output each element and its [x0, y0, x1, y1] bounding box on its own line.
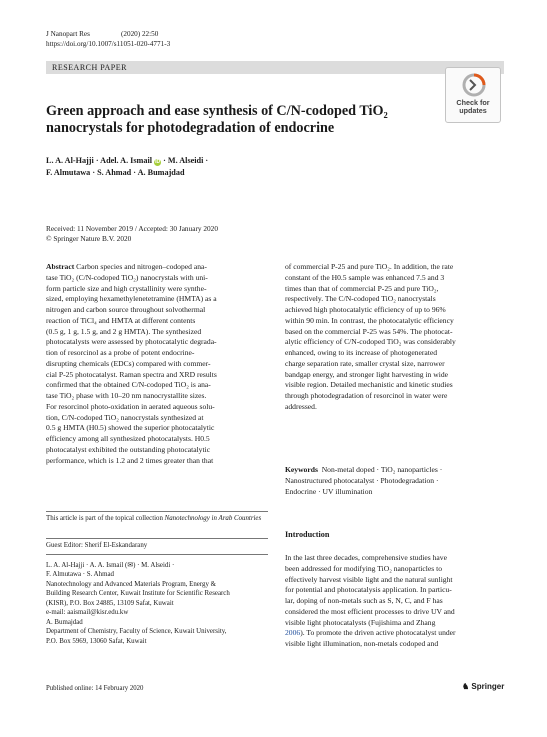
intro-line-rest: ). To promote the driven active photocatalyst under — [300, 628, 456, 638]
abstract-line: (0.5 g, 1 g, 1.5 g, and 2 g HMTA). The synthesized — [46, 326, 202, 336]
publisher-logo — [462, 682, 504, 691]
author-name[interactable]: A. Bumajdad — [137, 168, 185, 178]
affiliation-line: F. Almutawa · S. Ahmad — [46, 571, 114, 579]
abstract-line: nitrogen and carbon source throughout solvothermal — [46, 305, 206, 314]
affiliation-line: A. Bumajdad — [46, 619, 83, 626]
orcid-icon[interactable]: iD — [155, 159, 161, 165]
keywords-label: Keywords — [285, 465, 318, 474]
copyright: © Springer Nature B.V. 2020 — [46, 233, 132, 243]
doi-link[interactable]: https://doi.org/10.1007/s11051-020-4771-3 — [46, 40, 171, 48]
author-line-2 — [46, 167, 376, 179]
abstract-line: through photodegradation of resorcinol in water were — [285, 391, 448, 400]
affiliation-line: Department of Chemistry, Faculty of Science, Kuwait University, — [46, 628, 227, 636]
affiliation-line: P.O. Box 5969, 13060 Safat, Kuwait — [46, 637, 147, 645]
introduction-body — [285, 553, 507, 650]
footnote-rule — [46, 554, 268, 555]
abstract-line: For resorcinol photo-oxidation in aerated aqueous solu- — [46, 401, 215, 411]
abstract-line: performance, which is 1.2 and 2 times greater than that — [46, 455, 214, 465]
received-dates-block — [46, 224, 218, 244]
email-link[interactable]: e-mail: aaismail@kisr.edu.kw — [46, 609, 129, 617]
abstract-line: Abstract Carbon species and nitrogen–codoped ana- — [46, 262, 207, 271]
author-list — [46, 155, 376, 180]
abstract-line: tion, C/N-codoped TiO₂ nanocrystals synthesized at — [46, 412, 204, 422]
article-title: Green approach and ease synthesis of C/N-codoped TiO₂ nanocrystals for photodegradation of endocrine — [46, 103, 388, 136]
guest-editor: Guest Editor: Sherif El-Eskandarany — [46, 542, 148, 549]
abstract-line: enhanced, owing to its increase of photogenerated — [285, 348, 438, 357]
article-type-band: RESEARCH PAPER — [46, 61, 504, 74]
received-dates: Received: 11 November 2019 / Accepted: 30 January 2020 — [46, 224, 218, 233]
check-updates-icon — [462, 73, 486, 97]
abstract-line: tion of resorcinol as a probe of potent endocrine- — [46, 348, 195, 357]
abstract-line: based on the commercial P-25 was 54%. The photocat- — [285, 326, 453, 336]
published-online: Published online: 14 February 2020 — [46, 685, 144, 692]
publisher-name: Springer — [471, 682, 505, 691]
abstract-line: times than that of commercial P-25 and pure TiO₂, — [285, 283, 439, 293]
abstract-line: of commercial P-25 and pure TiO₂. In addition, the rate — [285, 262, 454, 271]
citation-link[interactable]: 2006 — [285, 628, 301, 638]
abstract-line: form particle size and high crystallinity were synthe- — [46, 283, 207, 293]
springer-horse-icon: ♞ — [462, 682, 470, 691]
intro-line: visible light photocatalysts (Fujishima and Zhang — [285, 617, 436, 627]
abstract-line: addressed. — [285, 401, 317, 411]
abstract-continued — [285, 262, 507, 413]
year-volume: (2020) 22:50 — [121, 30, 159, 38]
abstract-label: Abstract — [46, 262, 75, 271]
intro-line: lar, doping of non-metals such as S, N, C, and F has — [285, 596, 443, 605]
intro-line — [285, 628, 507, 639]
intro-line: been addressed for modifying TiO₂ nanoparticles to — [285, 563, 443, 573]
affiliation-block-2 — [46, 618, 268, 646]
author-separator: · — [92, 168, 96, 178]
author-separator: · — [163, 156, 166, 165]
abstract — [46, 262, 268, 466]
author-separator: · — [205, 156, 209, 165]
abstract-line: tase TiO₂ phase with 10–20 nm nanocrystallite sizes. — [46, 391, 207, 400]
keywords-line: Endocrine · UV illumination — [285, 486, 373, 496]
abstract-line: respectively. The C/N-codoped TiO₂ nanocrystals — [285, 294, 436, 304]
abstract-line: within 90 min. In contrast, the photocatalytic efficiency — [285, 315, 454, 325]
introduction-heading: Introduction — [285, 530, 330, 539]
abstract-line: sized, employing hexamethylenetetramine (HMTA) as a — [46, 294, 217, 304]
abstract-line: tase TiO₂ (C/N-codoped TiO₂) nanocrystals with uni- — [46, 272, 208, 282]
check-updates-label: Check for updates — [456, 98, 490, 115]
abstract-line: alytic efficiency of C/N-codoped TiO₂ was considerably — [285, 337, 456, 347]
abstract-line: cial P-25 photocatalyst. Raman spectra and XRD results — [46, 369, 217, 379]
author-separator: · — [133, 168, 137, 178]
intro-line: for potential and photocatalysis application. In particu- — [285, 585, 452, 595]
affiliation-line: Building Research Center, Kuwait Institute for Scientific Research — [46, 590, 230, 598]
keywords — [285, 465, 507, 497]
author-separator: · — [95, 156, 99, 165]
collection-note: This article is part of the topical collection Nanotechnology in Arab Countries — [46, 515, 262, 522]
abstract-line: constant of the H0.5 sample was enhanced 7.5 and 3 — [285, 272, 445, 282]
footnote-rule — [46, 511, 268, 512]
abstract-line: achieved high photocatalytic efficiency of up to 96% — [285, 305, 446, 314]
abstract-line: bandgap energy, and stronger light harvesting in wide — [285, 369, 449, 379]
author-name[interactable]: M. Alseidi — [167, 156, 204, 165]
author-name[interactable]: Adel. A. Ismail — [100, 156, 153, 165]
abstract-line: reaction of TiCl₄ and HMTA at different contents — [46, 315, 196, 325]
abstract-line: 0.5 g HMTA (H0.5) showed the superior photocatalytic — [46, 423, 215, 433]
author-name[interactable]: L. A. Al-Hajji — [46, 156, 94, 165]
abstract-line: confirmed that the obtained C/N-codoped TiO₂ is ana- — [46, 380, 211, 390]
author-name[interactable]: F. Almutawa — [46, 168, 91, 178]
abstract-line: photocatalyst exhibited the outstanding photocatalytic — [46, 444, 211, 454]
keywords-line: Keywords Non-metal doped · TiO₂ nanoparticles · — [285, 465, 443, 474]
abstract-line: disrupting chemicals (EDCs) compared with commer- — [46, 358, 211, 368]
journal-name: J Nanopart Res — [46, 30, 90, 38]
intro-line: In the last three decades, comprehensive studies have — [285, 553, 447, 562]
keywords-line: Nanostructured photocatalyst · Photodegradation · — [285, 475, 439, 485]
affiliation-block — [46, 561, 268, 617]
collection-link[interactable]: Nanotechnology in Arab Countries — [164, 515, 262, 522]
abstract-line: efficiency among all synthesized photocatalysts. H0.5 — [46, 434, 210, 443]
author-name[interactable]: S. Ahmad — [97, 168, 132, 178]
footnote-rule — [46, 538, 268, 539]
check-for-updates-button[interactable] — [445, 67, 501, 123]
abstract-line: photocatalysts were assessed by photocatalytic degrada- — [46, 337, 217, 347]
intro-line: considered the most efficient processes to drive UV and — [285, 606, 455, 616]
abstract-line: visible region. Detailed mechanistic and kinetic studies — [285, 380, 453, 390]
intro-line: effectively harvest visible light and the natural sunlight — [285, 574, 453, 584]
author-line-1 — [46, 155, 376, 167]
abstract-line: charge separation rate, smaller crystal size, narrower — [285, 358, 445, 368]
affiliation-line: (KISR), P.O. Box 24885, 13109 Safat, Kuwait — [46, 599, 174, 607]
intro-line: visible light illumination, non-metals codoped and — [285, 639, 439, 648]
affiliation-line: Nanotechnology and Advanced Materials Program, Energy & — [46, 580, 216, 588]
affiliation-line: L. A. Al-Hajji · A. A. Ismail (✉) · M. Alseidi · — [46, 562, 175, 569]
